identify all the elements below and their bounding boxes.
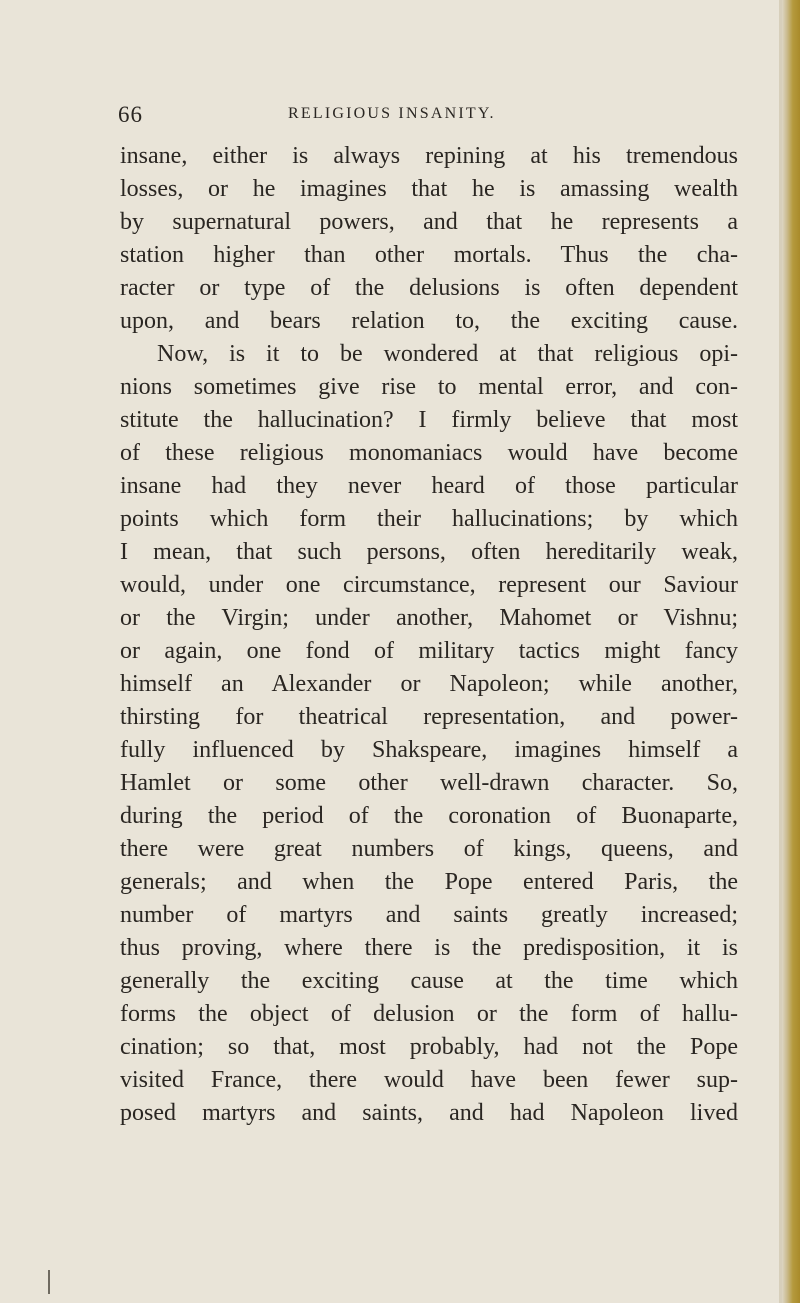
text-line: thirsting for theatrical representation, and power- — [120, 704, 738, 730]
text-line: losses, or he imagines that he is amassing wealth — [120, 176, 738, 202]
text-line: stitute the hallucination? I firmly believe that most — [120, 407, 738, 433]
text-line: racter or type of the delusions is often dependent — [120, 275, 738, 301]
text-line: generals; and when the Pope entered Paris, the — [120, 869, 738, 895]
text-line: insane had they never heard of those particular — [120, 473, 738, 499]
text-line: there were great numbers of kings, queens, and — [120, 836, 738, 862]
text-line: or again, one fond of military tactics might fancy — [120, 638, 738, 664]
text-line: or the Virgin; under another, Mahomet or Vishnu; — [120, 605, 738, 631]
text-line: during the period of the coronation of Buonaparte, — [120, 803, 738, 829]
text-line: number of martyrs and saints greatly increased; — [120, 902, 738, 928]
text-line: upon, and bears relation to, the exciting cause. — [120, 308, 738, 334]
margin-mark — [48, 1270, 50, 1294]
page-number: 66 — [118, 102, 143, 127]
page-header — [118, 102, 718, 132]
text-line: cination; so that, most probably, had not the Pope — [120, 1034, 738, 1060]
text-line: Now, is it to be wondered at that religious opi- — [157, 341, 738, 367]
text-line: station higher than other mortals. Thus the cha- — [120, 242, 738, 268]
text-line: I mean, that such persons, often hereditarily weak, — [120, 539, 738, 565]
text-line: nions sometimes give rise to mental error, and con- — [120, 374, 738, 400]
book-binding — [782, 0, 800, 1303]
text-line: would, under one circumstance, represent our Saviour — [120, 572, 738, 598]
running-head: RELIGIOUS INSANITY. — [288, 105, 496, 122]
text-line: Hamlet or some other well-drawn character. So, — [120, 770, 738, 796]
text-line: points which form their hallucinations; by which — [120, 506, 738, 532]
text-line: forms the object of delusion or the form of hallu- — [120, 1001, 738, 1027]
text-line: insane, either is always repining at his tremendous — [120, 143, 738, 169]
text-line: generally the exciting cause at the time which — [120, 968, 738, 994]
text-line: visited France, there would have been fewer sup- — [120, 1067, 738, 1093]
text-line: by supernatural powers, and that he represents a — [120, 209, 738, 235]
text-line: of these religious monomaniacs would have become — [120, 440, 738, 466]
body-text — [120, 140, 738, 1130]
text-line: himself an Alexander or Napoleon; while another, — [120, 671, 738, 697]
text-line: thus proving, where there is the predisposition, it is — [120, 935, 738, 961]
text-line: fully influenced by Shakspeare, imagines himself a — [120, 737, 738, 763]
text-line: posed martyrs and saints, and had Napoleon lived — [120, 1100, 738, 1126]
